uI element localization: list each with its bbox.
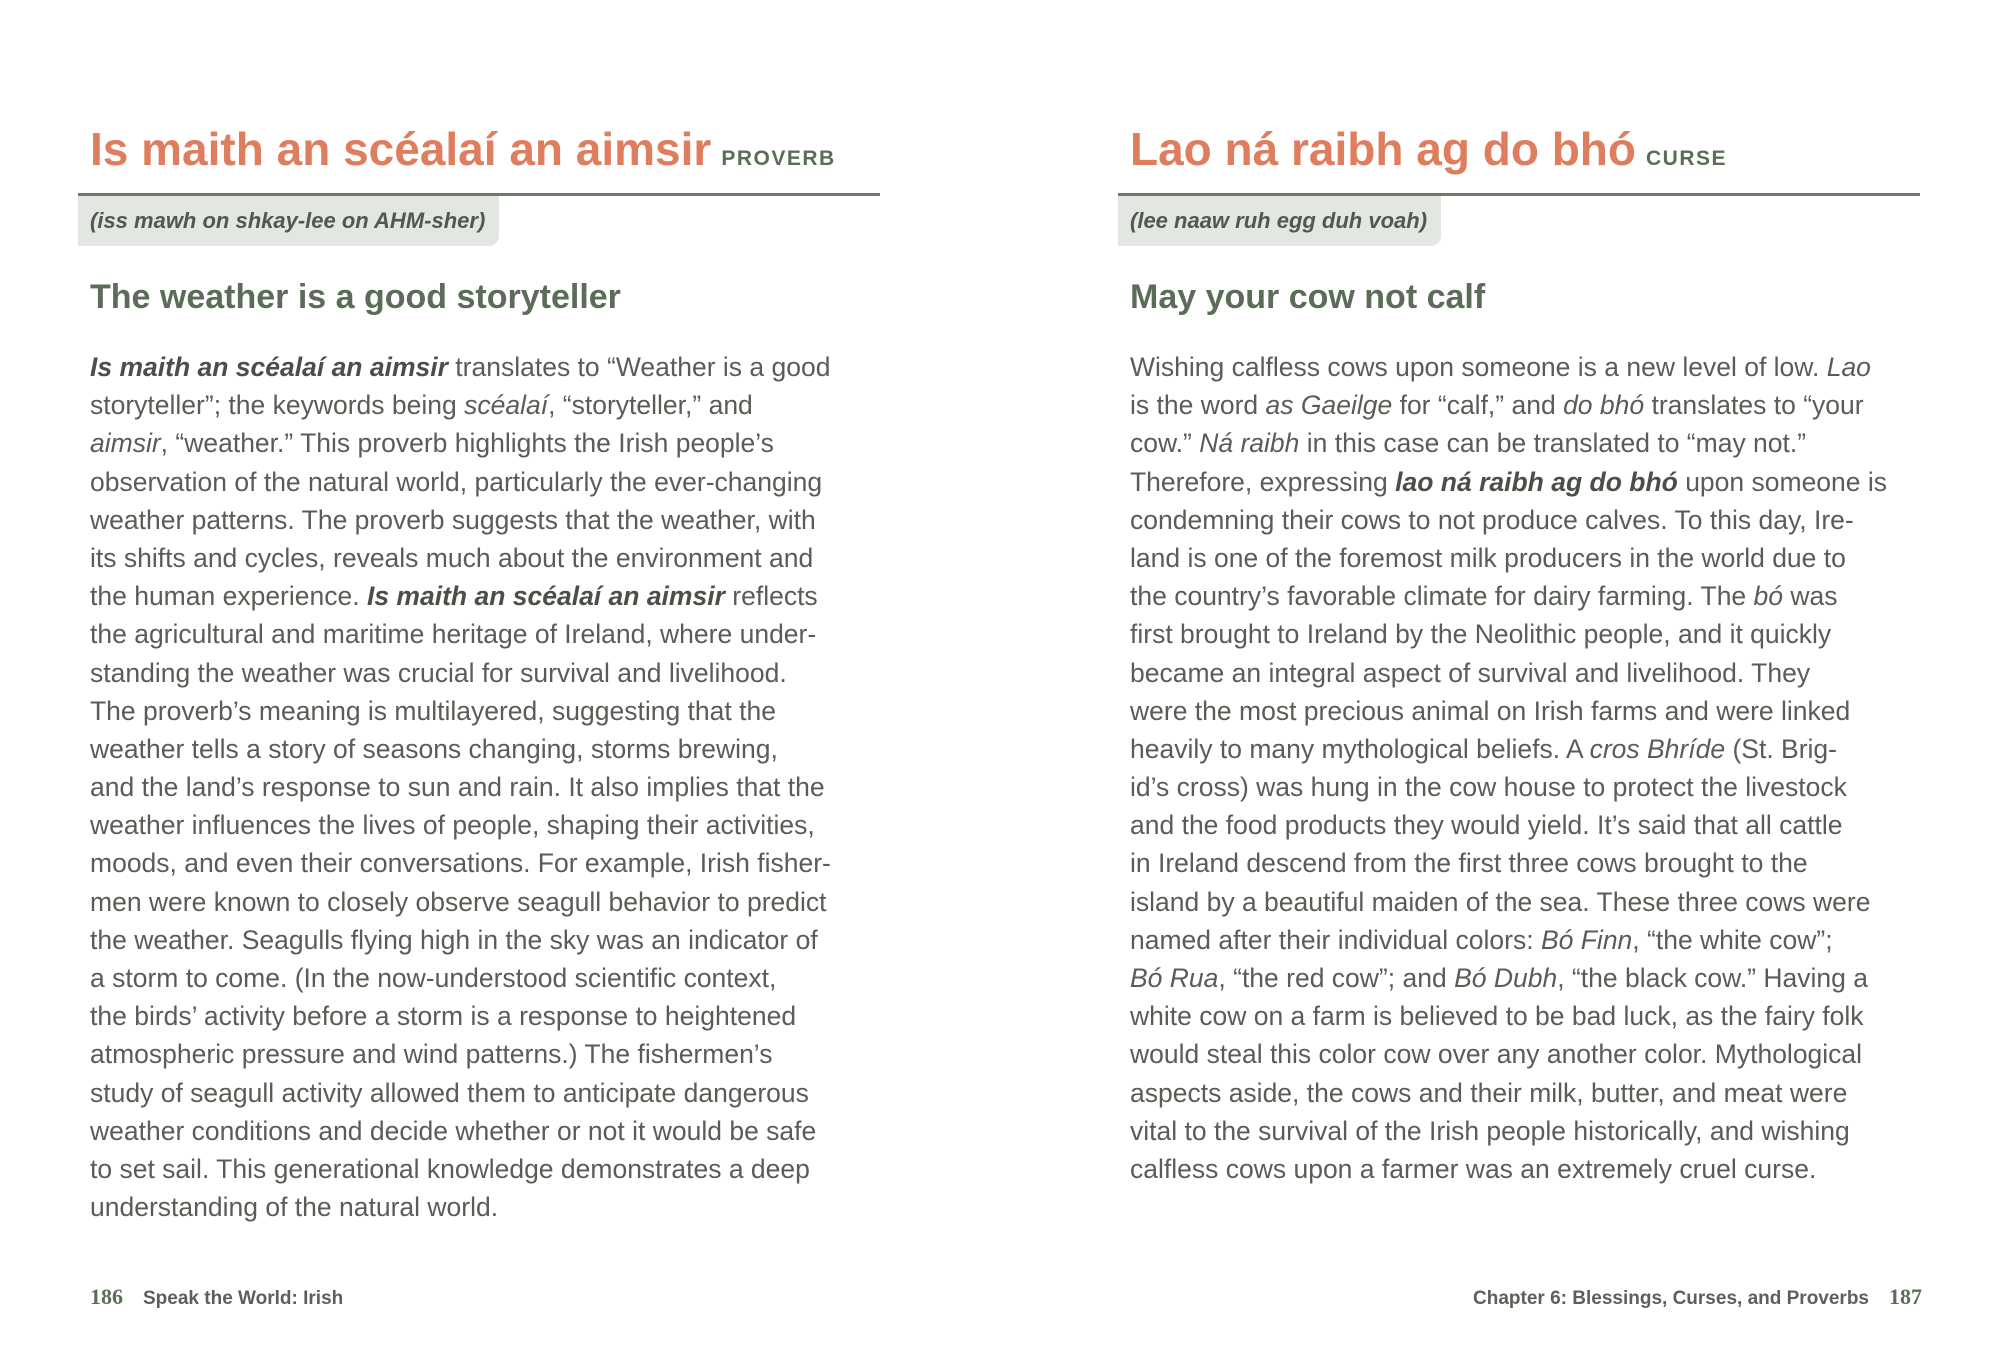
pronunciation-box: (iss mawh on shkay-lee on AHM-sher) bbox=[78, 196, 499, 246]
text-run: weather patterns. The proverb suggests that the weather, with bbox=[90, 504, 816, 535]
running-footer-text: Chapter 6: Blessings, Curses, and Proverbs bbox=[1473, 1288, 1869, 1309]
body-line bbox=[90, 730, 885, 768]
running-footer-text: Speak the World: Irish bbox=[143, 1288, 344, 1309]
text-run: storyteller”; the keywords being bbox=[90, 390, 465, 421]
page-number: 187 bbox=[1889, 1284, 1922, 1309]
irish-term: scéalaí bbox=[464, 390, 549, 421]
text-run: the weather. Seagulls flying high in the sky was an indicator of bbox=[90, 924, 818, 955]
body-line bbox=[1130, 997, 1925, 1035]
body-line bbox=[1130, 806, 1925, 844]
text-run: calfless cows upon a farmer was an extremely cruel curse. bbox=[1130, 1153, 1817, 1184]
body-line bbox=[90, 921, 885, 959]
body-line bbox=[1130, 348, 1925, 386]
text-run: was bbox=[1783, 581, 1838, 612]
irish-term: Bó Dubh bbox=[1454, 963, 1558, 993]
body-line bbox=[90, 463, 885, 501]
body-line bbox=[90, 1112, 885, 1150]
irish-term: Bó Rua bbox=[1130, 963, 1219, 993]
irish-term: Bó Finn bbox=[1540, 924, 1633, 955]
body-line bbox=[90, 692, 885, 730]
body-line bbox=[90, 654, 885, 692]
text-run: (St. Brig- bbox=[1725, 733, 1837, 764]
body-line bbox=[90, 1035, 885, 1073]
body-line bbox=[90, 1150, 885, 1188]
text-run: for “calf,” and bbox=[1392, 390, 1564, 421]
body-line bbox=[1130, 921, 1925, 959]
entry-type-tag: PROVERB bbox=[721, 147, 836, 170]
text-run: upon someone is bbox=[1677, 466, 1888, 497]
text-run: and the food products they would yield. It’s said that all cattle bbox=[1130, 810, 1843, 841]
text-run: cow.” bbox=[1130, 428, 1200, 459]
text-run: standing the weather was crucial for survival and livelihood. bbox=[90, 657, 787, 688]
entry-title-row bbox=[90, 122, 836, 176]
text-run: the birds’ activity before a storm is a response to heightened bbox=[90, 1001, 797, 1032]
body-line bbox=[90, 997, 885, 1035]
body-line bbox=[90, 959, 885, 997]
body-line bbox=[1130, 1035, 1925, 1073]
body-line bbox=[1130, 501, 1925, 539]
body-line bbox=[90, 806, 885, 844]
body-line bbox=[1130, 654, 1925, 692]
body-line bbox=[90, 615, 885, 653]
irish-term: Ná raibh bbox=[1199, 428, 1300, 459]
body-line bbox=[1130, 1074, 1925, 1112]
irish-term: bó bbox=[1753, 581, 1784, 612]
body-line bbox=[90, 424, 885, 462]
text-run: named after their individual colors: bbox=[1130, 924, 1541, 955]
text-run: white cow on a farm is believed to be bad luck, as the fairy folk bbox=[1130, 1001, 1864, 1032]
text-run: , “the red cow”; and bbox=[1218, 963, 1455, 993]
text-run: translates to “Weather is a good bbox=[447, 352, 831, 382]
text-run: in Ireland descend from the first three cows brought to the bbox=[1130, 848, 1808, 879]
text-run: its shifts and cycles, reveals much about the environment and bbox=[90, 542, 814, 573]
body-line bbox=[1130, 730, 1925, 768]
left-footer bbox=[90, 1284, 343, 1310]
body-line bbox=[90, 348, 885, 386]
irish-term: Is maith an scéalaí an aimsir bbox=[366, 581, 725, 612]
text-run: id’s cross) was hung in the cow house to protect the livestock bbox=[1130, 772, 1847, 803]
text-run: to set sail. This generational knowledge demonstrates a deep bbox=[90, 1153, 810, 1184]
body-line bbox=[1130, 463, 1925, 501]
text-run: reflects bbox=[724, 581, 818, 612]
text-run: , “storyteller,” and bbox=[548, 390, 753, 421]
entry-title-row bbox=[1130, 122, 1727, 176]
entry-type-tag: CURSE bbox=[1646, 147, 1728, 170]
text-run: study of seagull activity allowed them to anticipate dangerous bbox=[90, 1077, 809, 1108]
text-run: weather conditions and decide whether or not it would be safe bbox=[90, 1115, 817, 1146]
text-run: were the most precious animal on Irish farms and were linked bbox=[1130, 695, 1851, 726]
body-line bbox=[90, 386, 885, 424]
body-line bbox=[1130, 1112, 1925, 1150]
entry-title: Lao ná raibh ag do bhó bbox=[1130, 123, 1636, 175]
right-footer bbox=[1473, 1284, 1922, 1310]
text-run: the country’s favorable climate for dairy farming. The bbox=[1130, 581, 1754, 612]
pronunciation-box: (lee naaw ruh egg duh voah) bbox=[1118, 196, 1441, 246]
body-line bbox=[1130, 692, 1925, 730]
body-line bbox=[90, 1188, 885, 1226]
body-line bbox=[90, 539, 885, 577]
text-run: moods, and even their conversations. For example, Irish fisher- bbox=[90, 848, 831, 879]
text-run: heavily to many mythological beliefs. A bbox=[1130, 733, 1590, 764]
text-run: Therefore, expressing bbox=[1130, 466, 1396, 497]
text-run: land is one of the foremost milk producers in the world due to bbox=[1130, 542, 1846, 573]
body-text bbox=[1130, 348, 1925, 1188]
text-run: Wishing calfless cows upon someone is a new level of low. bbox=[1130, 352, 1827, 382]
translation-heading: The weather is a good storyteller bbox=[90, 278, 621, 316]
entry-title: Is maith an scéalaí an aimsir bbox=[90, 123, 712, 175]
text-run: weather influences the lives of people, shaping their activities, bbox=[90, 810, 815, 841]
body-line bbox=[90, 768, 885, 806]
body-text bbox=[90, 348, 885, 1226]
text-run: , “weather.” This proverb highlights the Irish people’s bbox=[160, 428, 774, 459]
irish-term: lao ná raibh ag do bhó bbox=[1395, 466, 1678, 497]
text-run: aspects aside, the cows and their milk, butter, and meat were bbox=[1130, 1077, 1848, 1108]
body-line bbox=[90, 844, 885, 882]
irish-term: as Gaeilge bbox=[1265, 390, 1393, 421]
text-run: weather tells a story of seasons changing, storms brewing, bbox=[90, 733, 778, 764]
text-run: , “the white cow”; bbox=[1632, 924, 1833, 955]
text-run: translates to “your bbox=[1644, 390, 1864, 421]
body-line bbox=[1130, 883, 1925, 921]
text-run: condemning their cows to not produce calves. To this day, Ire- bbox=[1130, 504, 1854, 535]
irish-term: Lao bbox=[1826, 352, 1871, 382]
body-line bbox=[1130, 424, 1925, 462]
body-line bbox=[1130, 539, 1925, 577]
body-line bbox=[90, 501, 885, 539]
text-run: the agricultural and maritime heritage of Ireland, where under- bbox=[90, 619, 817, 650]
irish-term: do bhó bbox=[1563, 390, 1645, 421]
text-run: first brought to Ireland by the Neolithic people, and it quickly bbox=[1130, 619, 1832, 650]
text-run: men were known to closely observe seagull behavior to predict bbox=[90, 886, 827, 917]
body-line bbox=[90, 883, 885, 921]
irish-term: aimsir bbox=[90, 428, 161, 459]
body-line bbox=[1130, 577, 1925, 615]
text-run: The proverb’s meaning is multilayered, suggesting that the bbox=[90, 695, 776, 726]
text-run: a storm to come. (In the now-understood scientific context, bbox=[90, 963, 777, 993]
body-line bbox=[1130, 386, 1925, 424]
irish-term: Is maith an scéalaí an aimsir bbox=[90, 352, 448, 382]
body-line bbox=[1130, 615, 1925, 653]
text-run: observation of the natural world, particularly the ever-changing bbox=[90, 466, 823, 497]
page-number: 186 bbox=[90, 1284, 123, 1309]
text-run: atmospheric pressure and wind patterns.) The fishermen’s bbox=[90, 1039, 773, 1070]
body-line bbox=[1130, 959, 1925, 997]
text-run: island by a beautiful maiden of the sea. These three cows were bbox=[1130, 886, 1871, 917]
translation-heading: May your cow not calf bbox=[1130, 278, 1486, 316]
text-run: and the land’s response to sun and rain. It also implies that the bbox=[90, 772, 825, 803]
body-line bbox=[90, 577, 885, 615]
body-line bbox=[90, 1074, 885, 1112]
body-line bbox=[1130, 768, 1925, 806]
text-run: would steal this color cow over any another color. Mythological bbox=[1130, 1039, 1863, 1070]
text-run: became an integral aspect of survival and livelihood. They bbox=[1130, 657, 1811, 688]
body-line bbox=[1130, 844, 1925, 882]
text-run: in this case can be translated to “may not.” bbox=[1299, 428, 1807, 459]
text-run: vital to the survival of the Irish people historically, and wishing bbox=[1130, 1115, 1850, 1146]
text-run: the human experience. bbox=[90, 581, 367, 612]
body-line bbox=[1130, 1150, 1925, 1188]
text-run: is the word bbox=[1130, 390, 1266, 421]
irish-term: cros Bhríde bbox=[1589, 733, 1726, 764]
text-run: understanding of the natural world. bbox=[90, 1192, 499, 1223]
text-run: , “the black cow.” Having a bbox=[1557, 963, 1868, 993]
